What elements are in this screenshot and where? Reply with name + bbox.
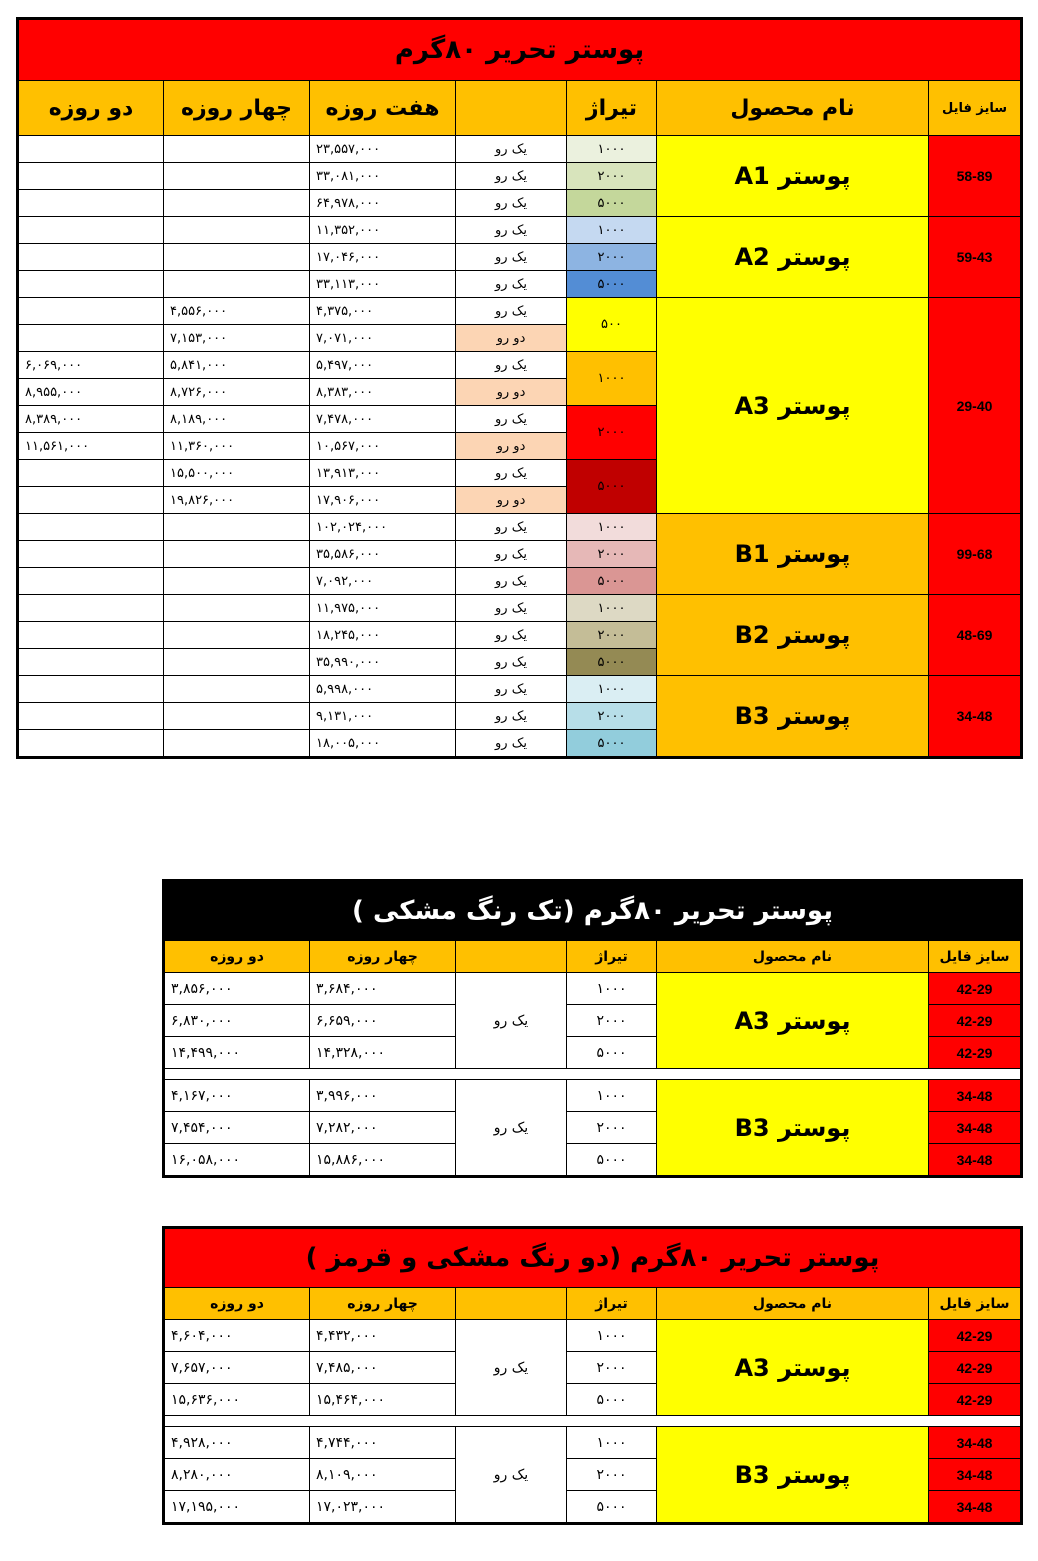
two-day-price: ۱۶,۰۵۸,۰۰۰ [164, 1144, 310, 1177]
four-day-price: ۷,۴۸۵,۰۰۰ [310, 1352, 456, 1384]
seven-day-price: ۱۸,۲۴۵,۰۰۰ [310, 622, 456, 649]
seven-day-price: ۳۵,۹۹۰,۰۰۰ [310, 649, 456, 676]
circulation-cell: ۲۰۰۰ [567, 622, 657, 649]
side-cell: دو رو [456, 433, 567, 460]
circulation-cell: ۲۰۰۰ [567, 406, 657, 460]
circulation-cell: ۵۰۰۰ [567, 649, 657, 676]
four-day-price: ۴,۴۳۲,۰۰۰ [310, 1320, 456, 1352]
circulation-cell: ۱۰۰۰ [567, 1320, 657, 1352]
seven-day-price: ۹,۱۳۱,۰۰۰ [310, 703, 456, 730]
table-row [164, 1427, 1022, 1459]
two-day-price [18, 298, 164, 325]
four-day-price [164, 703, 310, 730]
four-day-price: ۷,۱۵۳,۰۰۰ [164, 325, 310, 352]
four-day-price: ۱۵,۸۸۶,۰۰۰ [310, 1144, 456, 1177]
file-size: 34-48 [929, 1112, 1022, 1144]
seven-day-price: ۴,۳۷۵,۰۰۰ [310, 298, 456, 325]
two-day-price: ۷,۶۵۷,۰۰۰ [164, 1352, 310, 1384]
table-row [164, 1320, 1022, 1352]
four-day-price [164, 730, 310, 758]
side-cell: یک رو [456, 298, 567, 325]
header-file-size: سایز فایل [929, 1288, 1022, 1320]
four-day-price: ۶,۶۵۹,۰۰۰ [310, 1005, 456, 1037]
file-size: 59-43 [929, 217, 1022, 298]
product-name: پوستر A2 [657, 217, 929, 298]
four-day-price [164, 136, 310, 163]
circulation-cell: ۲۰۰۰ [567, 1459, 657, 1491]
mono-price-table [162, 879, 1023, 1178]
seven-day-price: ۸,۳۸۳,۰۰۰ [310, 379, 456, 406]
circulation-cell: ۲۰۰۰ [567, 1005, 657, 1037]
two-day-price [18, 217, 164, 244]
group-separator [164, 1069, 1022, 1080]
header-product-name: نام محصول [657, 941, 929, 973]
two-day-price: ۱۵,۶۳۶,۰۰۰ [164, 1384, 310, 1416]
seven-day-price: ۱۰۲,۰۲۴,۰۰۰ [310, 514, 456, 541]
product-name: پوستر B1 [657, 514, 929, 595]
circulation-cell: ۱۰۰۰ [567, 676, 657, 703]
header-four-day: چهار روزه [164, 81, 310, 136]
side-cell: دو رو [456, 487, 567, 514]
four-day-price: ۸,۱۰۹,۰۰۰ [310, 1459, 456, 1491]
main-table-title: پوستر تحریر ۸۰گرم [18, 19, 1022, 81]
seven-day-price: ۱۱,۳۵۲,۰۰۰ [310, 217, 456, 244]
header-seven-day: هفت روزه [310, 81, 456, 136]
circulation-cell: ۵۰۰ [567, 298, 657, 352]
side-cell: یک رو [456, 649, 567, 676]
side-cell: یک رو [456, 217, 567, 244]
side-cell: دو رو [456, 325, 567, 352]
side-cell: یک رو [456, 622, 567, 649]
seven-day-price: ۱۷,۹۰۶,۰۰۰ [310, 487, 456, 514]
circulation-cell: ۱۰۰۰ [567, 595, 657, 622]
product-name: پوستر A3 [657, 973, 929, 1069]
file-size: 29-40 [929, 298, 1022, 514]
circulation-cell: ۱۰۰۰ [567, 973, 657, 1005]
header-side [456, 941, 567, 973]
two-day-price [18, 271, 164, 298]
seven-day-price: ۱۷,۰۴۶,۰۰۰ [310, 244, 456, 271]
header-file-size: سایز فایل [929, 81, 1022, 136]
side-cell: یک رو [456, 190, 567, 217]
side-cell: یک رو [456, 514, 567, 541]
circulation-cell: ۵۰۰۰ [567, 1144, 657, 1177]
duo-price-table [162, 1226, 1023, 1525]
seven-day-price: ۷,۰۹۲,۰۰۰ [310, 568, 456, 595]
two-day-price: ۴,۱۶۷,۰۰۰ [164, 1080, 310, 1112]
side-cell: یک رو [456, 406, 567, 433]
circulation-cell: ۵۰۰۰ [567, 1384, 657, 1416]
four-day-price [164, 271, 310, 298]
two-day-price: ۴,۹۲۸,۰۰۰ [164, 1427, 310, 1459]
four-day-price: ۴,۷۴۴,۰۰۰ [310, 1427, 456, 1459]
two-day-price [18, 649, 164, 676]
four-day-price: ۷,۲۸۲,۰۰۰ [310, 1112, 456, 1144]
side-cell: یک رو [456, 460, 567, 487]
four-day-price [164, 514, 310, 541]
separator-cell [164, 1416, 1022, 1427]
table-row [18, 676, 1022, 703]
table-row [18, 514, 1022, 541]
file-size: 34-48 [929, 1144, 1022, 1177]
file-size: 42-29 [929, 1352, 1022, 1384]
file-size: 48-69 [929, 595, 1022, 676]
circulation-cell: ۲۰۰۰ [567, 703, 657, 730]
product-name: پوستر B3 [657, 1427, 929, 1524]
file-size: 58-89 [929, 136, 1022, 217]
seven-day-price: ۵,۴۹۷,۰۰۰ [310, 352, 456, 379]
circulation-cell: ۲۰۰۰ [567, 541, 657, 568]
header-file-size: سایز فایل [929, 941, 1022, 973]
seven-day-price: ۵,۹۹۸,۰۰۰ [310, 676, 456, 703]
circulation-cell: ۵۰۰۰ [567, 271, 657, 298]
mono-table-title: پوستر تحریر ۸۰گرم (تک رنگ مشکی ) [164, 881, 1022, 941]
file-size: 42-29 [929, 973, 1022, 1005]
four-day-price [164, 568, 310, 595]
side-cell: یک رو [456, 136, 567, 163]
two-day-price: ۱۱,۵۶۱,۰۰۰ [18, 433, 164, 460]
two-day-price [18, 136, 164, 163]
seven-day-price: ۷,۰۷۱,۰۰۰ [310, 325, 456, 352]
product-name: پوستر A1 [657, 136, 929, 217]
two-day-price [18, 244, 164, 271]
four-day-price [164, 622, 310, 649]
circulation-cell: ۵۰۰۰ [567, 1037, 657, 1069]
header-product-name: نام محصول [657, 1288, 929, 1320]
file-size: 42-29 [929, 1037, 1022, 1069]
side-cell: یک رو [456, 703, 567, 730]
four-day-price [164, 649, 310, 676]
file-size: 42-29 [929, 1320, 1022, 1352]
side-cell: یک رو [456, 541, 567, 568]
header-two-day: دو روزه [164, 941, 310, 973]
seven-day-price: ۱۸,۰۰۵,۰۰۰ [310, 730, 456, 758]
table-row [18, 595, 1022, 622]
two-day-price: ۸,۳۸۹,۰۰۰ [18, 406, 164, 433]
seven-day-price: ۷,۴۷۸,۰۰۰ [310, 406, 456, 433]
four-day-price [164, 541, 310, 568]
side-cell: یک رو [456, 271, 567, 298]
two-day-price: ۱۷,۱۹۵,۰۰۰ [164, 1491, 310, 1524]
circulation-cell: ۵۰۰۰ [567, 1491, 657, 1524]
side-cell: یک رو [456, 244, 567, 271]
side-cell: یک رو [456, 568, 567, 595]
four-day-price: ۳,۹۹۶,۰۰۰ [310, 1080, 456, 1112]
table-row [18, 298, 1022, 325]
file-size: 42-29 [929, 1005, 1022, 1037]
circulation-cell: ۲۰۰۰ [567, 163, 657, 190]
circulation-cell: ۵۰۰۰ [567, 190, 657, 217]
header-four-day: چهار روزه [310, 941, 456, 973]
two-day-price: ۱۴,۴۹۹,۰۰۰ [164, 1037, 310, 1069]
seven-day-price: ۳۵,۵۸۶,۰۰۰ [310, 541, 456, 568]
two-day-price [18, 190, 164, 217]
two-day-price [18, 163, 164, 190]
four-day-price: ۱۴,۳۲۸,۰۰۰ [310, 1037, 456, 1069]
four-day-price: ۴,۵۵۶,۰۰۰ [164, 298, 310, 325]
circulation-cell: ۵۰۰۰ [567, 568, 657, 595]
seven-day-price: ۱۱,۹۷۵,۰۰۰ [310, 595, 456, 622]
file-size: 42-29 [929, 1384, 1022, 1416]
two-day-price [18, 460, 164, 487]
side-cell: یک رو [456, 973, 567, 1069]
header-circulation: تیراژ [567, 1288, 657, 1320]
two-day-price: ۷,۴۵۴,۰۰۰ [164, 1112, 310, 1144]
header-side [456, 1288, 567, 1320]
side-cell: یک رو [456, 595, 567, 622]
separator-cell [164, 1069, 1022, 1080]
circulation-cell: ۱۰۰۰ [567, 217, 657, 244]
header-two-day: دو روزه [164, 1288, 310, 1320]
circulation-cell: ۱۰۰۰ [567, 136, 657, 163]
product-name: پوستر B3 [657, 1080, 929, 1177]
header-side [456, 81, 567, 136]
product-name: پوستر B2 [657, 595, 929, 676]
two-day-price [18, 595, 164, 622]
two-day-price: ۶,۰۶۹,۰۰۰ [18, 352, 164, 379]
two-day-price: ۸,۲۸۰,۰۰۰ [164, 1459, 310, 1491]
two-day-price [18, 541, 164, 568]
seven-day-price: ۱۰,۵۶۷,۰۰۰ [310, 433, 456, 460]
side-cell: یک رو [456, 1080, 567, 1177]
product-name: پوستر A3 [657, 298, 929, 514]
seven-day-price: ۳۳,۱۱۳,۰۰۰ [310, 271, 456, 298]
two-day-price [18, 487, 164, 514]
four-day-price: ۱۵,۴۶۴,۰۰۰ [310, 1384, 456, 1416]
four-day-price [164, 595, 310, 622]
file-size: 34-48 [929, 1427, 1022, 1459]
four-day-price [164, 244, 310, 271]
circulation-cell: ۵۰۰۰ [567, 460, 657, 514]
side-cell: یک رو [456, 730, 567, 758]
two-day-price [18, 325, 164, 352]
four-day-price: ۱۹,۸۲۶,۰۰۰ [164, 487, 310, 514]
two-day-price: ۳,۸۵۶,۰۰۰ [164, 973, 310, 1005]
table-row [164, 973, 1022, 1005]
header-two-day: دو روزه [18, 81, 164, 136]
file-size: 34-48 [929, 1080, 1022, 1112]
two-day-price [18, 622, 164, 649]
file-size: 34-48 [929, 1491, 1022, 1524]
two-day-price [18, 514, 164, 541]
file-size: 34-48 [929, 676, 1022, 758]
seven-day-price: ۱۳,۹۱۳,۰۰۰ [310, 460, 456, 487]
header-four-day: چهار روزه [310, 1288, 456, 1320]
four-day-price [164, 676, 310, 703]
side-cell: یک رو [456, 676, 567, 703]
two-day-price [18, 568, 164, 595]
two-day-price: ۸,۹۵۵,۰۰۰ [18, 379, 164, 406]
side-cell: یک رو [456, 163, 567, 190]
seven-day-price: ۳۳,۰۸۱,۰۰۰ [310, 163, 456, 190]
four-day-price: ۱۷,۰۲۳,۰۰۰ [310, 1491, 456, 1524]
four-day-price [164, 190, 310, 217]
four-day-price: ۳,۶۸۴,۰۰۰ [310, 973, 456, 1005]
side-cell: دو رو [456, 379, 567, 406]
table-row [18, 136, 1022, 163]
side-cell: یک رو [456, 1427, 567, 1524]
circulation-cell: ۱۰۰۰ [567, 1080, 657, 1112]
four-day-price [164, 163, 310, 190]
seven-day-price: ۶۴,۹۷۸,۰۰۰ [310, 190, 456, 217]
two-day-price [18, 676, 164, 703]
file-size: 99-68 [929, 514, 1022, 595]
circulation-cell: ۱۰۰۰ [567, 1427, 657, 1459]
four-day-price: ۸,۷۲۶,۰۰۰ [164, 379, 310, 406]
two-day-price [18, 730, 164, 758]
two-day-price: ۴,۶۰۴,۰۰۰ [164, 1320, 310, 1352]
header-circulation: تیراژ [567, 81, 657, 136]
header-product-name: نام محصول [657, 81, 929, 136]
two-day-price [18, 703, 164, 730]
four-day-price: ۱۵,۵۰۰,۰۰۰ [164, 460, 310, 487]
circulation-cell: ۲۰۰۰ [567, 1112, 657, 1144]
four-day-price: ۱۱,۳۶۰,۰۰۰ [164, 433, 310, 460]
file-size: 34-48 [929, 1459, 1022, 1491]
circulation-cell: ۱۰۰۰ [567, 514, 657, 541]
circulation-cell: ۱۰۰۰ [567, 352, 657, 406]
table-row [164, 1080, 1022, 1112]
four-day-price: ۵,۸۴۱,۰۰۰ [164, 352, 310, 379]
circulation-cell: ۵۰۰۰ [567, 730, 657, 758]
duo-table-title: پوستر تحریر ۸۰گرم (دو رنگ مشکی و قرمز ) [164, 1228, 1022, 1288]
circulation-cell: ۲۰۰۰ [567, 244, 657, 271]
side-cell: یک رو [456, 1320, 567, 1416]
table-row [18, 217, 1022, 244]
four-day-price: ۸,۱۸۹,۰۰۰ [164, 406, 310, 433]
circulation-cell: ۲۰۰۰ [567, 1352, 657, 1384]
four-day-price [164, 217, 310, 244]
header-circulation: تیراژ [567, 941, 657, 973]
product-name: پوستر B3 [657, 676, 929, 758]
seven-day-price: ۲۳,۵۵۷,۰۰۰ [310, 136, 456, 163]
two-day-price: ۶,۸۳۰,۰۰۰ [164, 1005, 310, 1037]
main-price-table [16, 17, 1023, 759]
group-separator [164, 1416, 1022, 1427]
product-name: پوستر A3 [657, 1320, 929, 1416]
side-cell: یک رو [456, 352, 567, 379]
